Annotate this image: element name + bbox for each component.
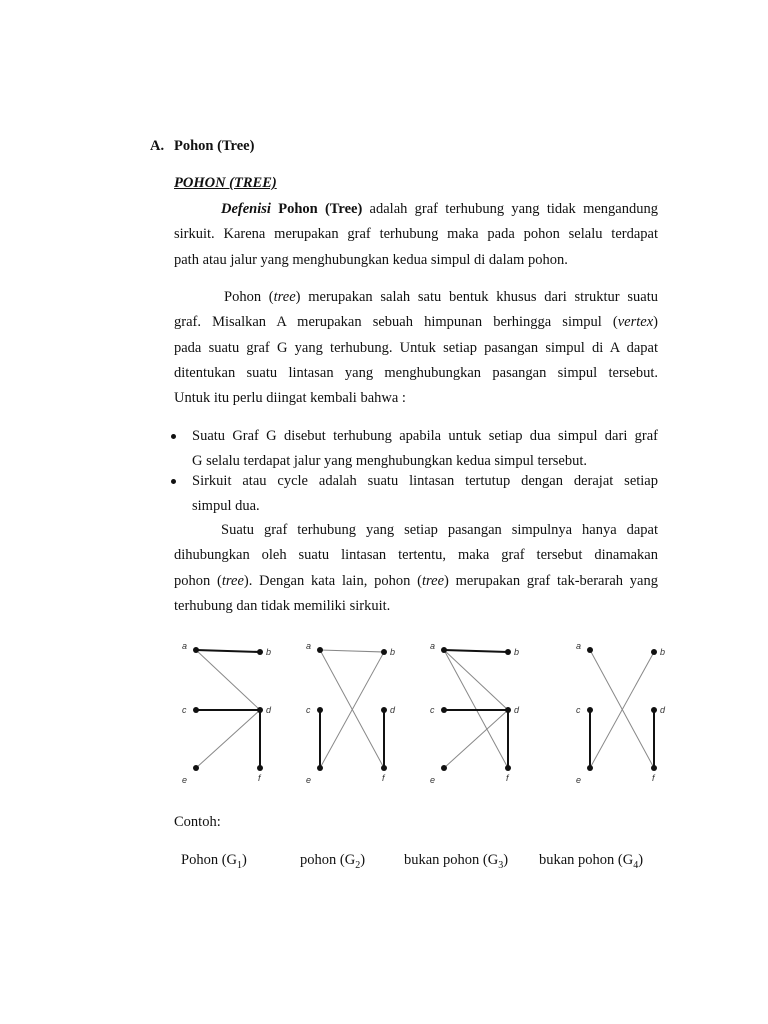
graph-vertex-b (257, 649, 263, 655)
graph-vertex-a (441, 647, 447, 653)
tree-paragraph (174, 285, 658, 411)
graph-vertex-b (505, 649, 511, 655)
vertex-italic: vertex (617, 314, 654, 331)
caption-text: bukan pohon (G (539, 852, 634, 868)
para1-line-2: sirkuit. Karena merupakan graf terhubung maka pada pohon selalu terdapat (174, 226, 658, 243)
para2-line-1 (174, 285, 658, 310)
para3-line-1: Suatu graf terhubung yang setiap pasangan simpulnya hanya dapat (221, 522, 658, 538)
graph-vertex-a (193, 647, 199, 653)
graph-vertex-c (317, 707, 323, 713)
graph-g2 (306, 641, 396, 785)
definition-term: Defenisi (221, 201, 271, 217)
bullet-icon (171, 434, 176, 439)
caption-text: pohon (G (300, 852, 356, 868)
caption-end: ) (503, 852, 509, 868)
graph-vertex-e (587, 765, 593, 771)
caption-g3 (404, 852, 508, 871)
tree-italic: tree (273, 289, 296, 305)
para2-text: Pohon ( (224, 289, 274, 305)
bullet-list (166, 424, 658, 519)
vertex-label-c: c (182, 705, 187, 715)
vertex-label-a: a (430, 641, 436, 651)
graph-vertex-f (651, 765, 657, 771)
para2-line-2 (174, 310, 658, 335)
vertex-label-b: b (514, 647, 520, 657)
caption-g2 (300, 852, 365, 871)
vertex-label-d: d (514, 705, 520, 715)
graph-g1 (182, 641, 272, 785)
graph-edge-ed (444, 710, 508, 768)
vertex-label-b: b (390, 647, 396, 657)
vertex-label-b: b (660, 647, 666, 657)
para2-line-4: ditentukan suatu lintasan yang menghubungkan pasangan simpul tersebut. (174, 364, 658, 381)
caption-sub: 1 (237, 859, 242, 871)
tree-term: Pohon (Tree) (270, 201, 363, 217)
section-number: A. (150, 138, 165, 154)
vertex-label-c: c (306, 705, 311, 715)
graph-vertex-e (317, 765, 323, 771)
bullet-2-line-1: Sirkuit atau cycle adalah suatu lintasan tertutup dengan derajat setiap (192, 472, 658, 489)
graph-vertex-d (381, 707, 387, 713)
graph-vertex-d (651, 707, 657, 713)
para1-line-3: path atau jalur yang menghubungkan kedua simpul di dalam pohon. (174, 251, 568, 268)
caption-text: Pohon (G (181, 852, 237, 868)
bullet-1-line-2: G selalu terdapat jalur yang menghubungkan kedua simpul tersebut. (192, 453, 588, 470)
graph-vertex-c (587, 707, 593, 713)
list-item (166, 424, 658, 475)
vertex-label-d: d (266, 705, 272, 715)
list-item (166, 469, 658, 520)
graph-g4 (576, 641, 666, 785)
caption-sub: 4 (633, 859, 639, 871)
caption-end: ) (638, 852, 644, 868)
vertex-label-c: c (576, 705, 581, 715)
vertex-label-f: f (506, 773, 509, 783)
para1-line-1-text: adalah graf terhubung yang tidak mengandung (362, 201, 658, 217)
vertex-label-e: e (430, 775, 436, 785)
para2-text: ) (653, 314, 658, 331)
vertex-label-d: d (660, 705, 666, 715)
graph-edge-ab (196, 650, 260, 652)
caption-g1 (181, 852, 247, 871)
para2-text: ) merupakan salah satu bentuk khusus dari struktur suatu (295, 289, 658, 305)
graph-vertex-b (651, 649, 657, 655)
graph-vertex-e (441, 765, 447, 771)
bullet-2-line-2: simpul dua. (192, 497, 260, 514)
graph-figures (170, 636, 690, 796)
caption-sub: 3 (498, 859, 504, 871)
tree-italic: tree (422, 572, 445, 589)
caption-g4 (539, 852, 643, 871)
graph-edge-ad (444, 650, 508, 710)
vertex-label-a: a (182, 641, 188, 651)
para2-text: graf. Misalkan A merupakan sebuah himpunan berhingga simpul ( (174, 314, 618, 331)
vertex-label-c: c (430, 705, 435, 715)
graph-vertex-f (257, 765, 263, 771)
section-title: Pohon (Tree) (174, 138, 255, 154)
definition-paragraph (174, 197, 658, 273)
vertex-label-f: f (382, 773, 385, 783)
graph-vertex-b (381, 649, 387, 655)
graph-vertex-e (193, 765, 199, 771)
vertex-label-a: a (306, 641, 312, 651)
vertex-label-b: b (266, 647, 272, 657)
para1-line-1 (174, 197, 658, 222)
vertex-label-a: a (576, 641, 582, 651)
graph-vertex-f (381, 765, 387, 771)
definition-paragraph-2 (174, 518, 658, 619)
vertex-label-e: e (182, 775, 188, 785)
graph-vertex-c (441, 707, 447, 713)
para3-text: pohon ( (174, 572, 222, 589)
graph-edge-ed (196, 710, 260, 768)
example-label: Contoh: (174, 814, 221, 830)
para3-line-2: dihubungkan oleh suatu lintasan tertentu, maka graf tersebut dinamakan (174, 547, 658, 564)
graph-edge-ab (320, 650, 384, 652)
graph-vertex-d (505, 707, 511, 713)
graph-vertex-a (317, 647, 323, 653)
vertex-label-e: e (576, 775, 582, 785)
tree-italic: tree (221, 572, 244, 589)
caption-end: ) (242, 852, 247, 868)
graph-edge-ad (196, 650, 260, 710)
graph-g3 (430, 641, 520, 785)
bullet-icon (171, 479, 176, 484)
bullet-1-line-1: Suatu Graf G disebut terhubung apabila untuk setiap dua simpul dari graf (192, 428, 658, 444)
caption-end: ) (360, 852, 366, 868)
graph-vertex-f (505, 765, 511, 771)
caption-sub: 2 (355, 859, 361, 871)
para3-text: ) merupakan graf tak-berarah yang (444, 572, 658, 589)
para2-line-5: Untuk itu perlu diingat kembali bahwa : (174, 390, 406, 407)
subheading: POHON (TREE) (174, 175, 277, 191)
para3-line-3 (174, 569, 658, 594)
graph-vertex-a (587, 647, 593, 653)
vertex-label-e: e (306, 775, 312, 785)
para3-text: ). Dengan kata lain, pohon ( (243, 572, 423, 589)
graph-vertex-c (193, 707, 199, 713)
para2-line-3: pada suatu graf G yang terhubung. Untuk setiap pasangan simpul di A dapat (174, 339, 658, 356)
vertex-label-f: f (652, 773, 655, 783)
caption-text: bukan pohon (G (404, 852, 499, 868)
para3-line-4: terhubung dan tidak memiliki sirkuit. (174, 597, 391, 614)
section-heading (150, 138, 254, 155)
graph-vertex-d (257, 707, 263, 713)
vertex-label-d: d (390, 705, 396, 715)
graph-edge-ab (444, 650, 508, 652)
vertex-label-f: f (258, 773, 261, 783)
